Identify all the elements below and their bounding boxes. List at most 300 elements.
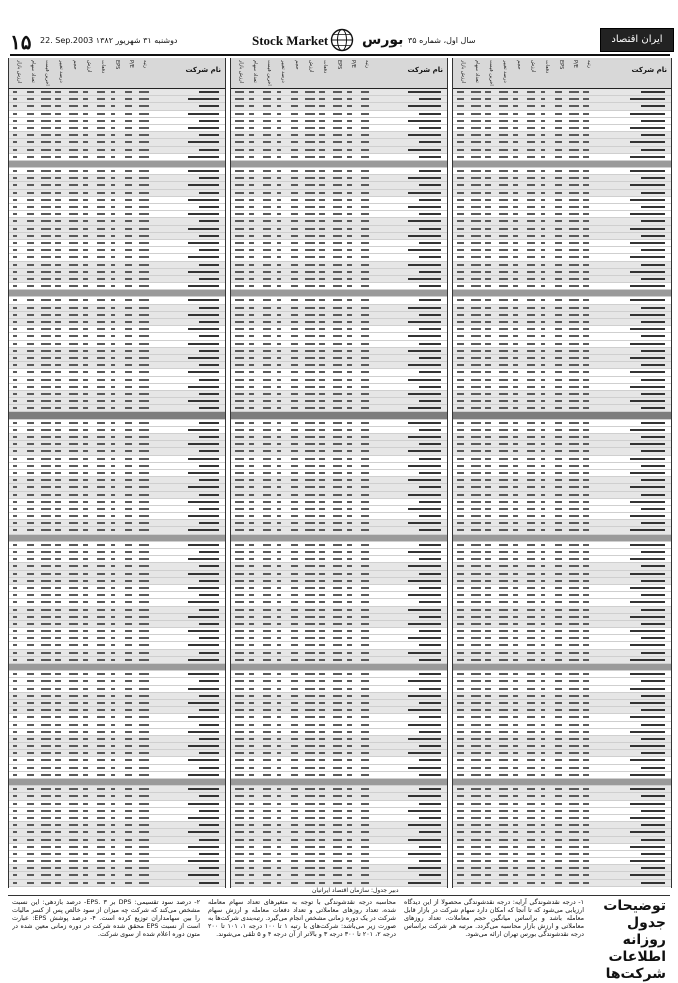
table-row <box>9 319 225 326</box>
table-row <box>453 384 671 391</box>
column-header: آخرین قیمت <box>488 60 494 86</box>
table-row <box>453 204 671 211</box>
column-header: تعداد سهام <box>474 60 480 83</box>
table-row <box>9 470 225 477</box>
table-row <box>453 693 671 700</box>
table-row <box>231 872 447 879</box>
table-row <box>9 211 225 218</box>
table-row <box>9 312 225 319</box>
table-row <box>9 880 225 887</box>
table-row <box>9 858 225 865</box>
table-row <box>453 851 671 858</box>
table-row <box>453 240 671 247</box>
table-row <box>231 635 447 642</box>
table-row <box>231 326 447 333</box>
table-row <box>231 837 447 844</box>
table-row <box>453 585 671 592</box>
table-row <box>231 254 447 261</box>
company-name-header: نام شرکت <box>185 66 221 74</box>
table-row <box>231 111 447 118</box>
table-row <box>9 161 225 168</box>
table-row <box>231 808 447 815</box>
table-row <box>9 815 225 822</box>
table-row <box>231 290 447 297</box>
table-header <box>9 58 225 89</box>
table-row <box>453 599 671 606</box>
table-row <box>9 427 225 434</box>
table-row <box>9 240 225 247</box>
globe-icon <box>330 28 354 52</box>
table-row <box>231 305 447 312</box>
table-row <box>231 427 447 434</box>
table-row <box>453 161 671 168</box>
table-row <box>9 693 225 700</box>
table-row <box>231 592 447 599</box>
table-row <box>453 549 671 556</box>
table-row <box>9 420 225 427</box>
table-row <box>9 729 225 736</box>
table-row <box>231 218 447 225</box>
table-row <box>453 700 671 707</box>
table-row <box>453 671 671 678</box>
table-row <box>231 391 447 398</box>
table-row <box>231 96 447 103</box>
table-row <box>9 348 225 355</box>
table-row <box>9 743 225 750</box>
table-row <box>453 765 671 772</box>
table-row <box>231 456 447 463</box>
table-row <box>9 391 225 398</box>
column-header: P/E <box>128 60 134 68</box>
table-row <box>231 772 447 779</box>
table-row <box>231 786 447 793</box>
table-row <box>453 290 671 297</box>
table-row <box>9 757 225 764</box>
table-header <box>231 58 447 89</box>
table-row <box>453 822 671 829</box>
table-row <box>9 592 225 599</box>
column-header: رتبه <box>586 60 592 68</box>
column-header: EPS <box>558 60 564 70</box>
table-row <box>231 269 447 276</box>
table-row <box>9 369 225 376</box>
table-row <box>9 405 225 412</box>
table-row <box>453 880 671 887</box>
table-row <box>453 520 671 527</box>
table-row <box>453 635 671 642</box>
table-row <box>9 182 225 189</box>
table-row <box>453 305 671 312</box>
table-row <box>9 147 225 154</box>
table-row <box>231 240 447 247</box>
table-row <box>231 139 447 146</box>
table-row <box>9 269 225 276</box>
table-row <box>9 556 225 563</box>
column-header: درصد تغییر <box>502 60 508 83</box>
table-row <box>453 513 671 520</box>
table-row <box>231 844 447 851</box>
table-row <box>9 772 225 779</box>
table-row <box>9 607 225 614</box>
table-row <box>231 599 447 606</box>
table-row <box>453 628 671 635</box>
table-row <box>453 477 671 484</box>
table-row <box>453 865 671 872</box>
table-row <box>231 664 447 671</box>
table-row <box>9 851 225 858</box>
table-row <box>231 527 447 534</box>
table-row <box>453 297 671 304</box>
table-row <box>9 89 225 96</box>
column-header: ارزش <box>86 60 92 73</box>
section-title-persian: بورس <box>362 32 404 48</box>
table-row <box>453 535 671 542</box>
table-row <box>453 592 671 599</box>
table-row <box>9 563 225 570</box>
table-row <box>231 398 447 405</box>
table-row <box>453 750 671 757</box>
table-row <box>231 549 447 556</box>
table-row <box>453 506 671 513</box>
table-row <box>231 700 447 707</box>
table-row <box>453 197 671 204</box>
table-row <box>9 707 225 714</box>
table-row <box>231 858 447 865</box>
date-line: 22. Sep.2003 دوشنبه ۳۱ شهریور ۱۳۸۲ <box>40 36 178 45</box>
table-row <box>231 233 447 240</box>
table-row <box>9 657 225 664</box>
table-row <box>453 276 671 283</box>
table-row <box>231 484 447 491</box>
column-header: P/E <box>572 60 578 68</box>
table-row <box>9 362 225 369</box>
table-row <box>9 139 225 146</box>
company-name-header: نام شرکت <box>407 66 443 74</box>
table-row <box>9 434 225 441</box>
column-header: ارزش بازار <box>16 60 22 84</box>
column-header: ارزش بازار <box>460 60 466 84</box>
table-row <box>231 168 447 175</box>
table-row <box>453 527 671 534</box>
table-row <box>453 650 671 657</box>
table-row <box>231 362 447 369</box>
table-row <box>453 132 671 139</box>
table-row <box>231 513 447 520</box>
table-row <box>453 786 671 793</box>
table-row <box>453 499 671 506</box>
table-row <box>453 147 671 154</box>
table-row <box>453 542 671 549</box>
table-row <box>231 175 447 182</box>
note-text-1: ۱- درجه نقدشوندگی آرایه: درجه نقدشوندگی محصولا از این دیدگاه ارزیابی می‌شود که تا آنجا که امکان دارد سهام شرکت در بازار قابل معامله باشد و براساس میانگین حجم معاملات، تعداد روزهای معاملاتی و ارزش بازار محاسبه می‌گردد. مرتبه هر شرکت براساس درجه نقدشوندگی بورس تهران ارائه می‌شود. <box>404 898 584 938</box>
table-row <box>9 398 225 405</box>
table-row <box>231 865 447 872</box>
table-row <box>9 254 225 261</box>
table-row <box>231 190 447 197</box>
table-row <box>453 154 671 161</box>
table-row <box>9 190 225 197</box>
table-row <box>453 736 671 743</box>
table-row <box>453 686 671 693</box>
table-row <box>453 578 671 585</box>
table-row <box>231 420 447 427</box>
table-row <box>453 233 671 240</box>
table-row <box>9 103 225 110</box>
table-row <box>453 398 671 405</box>
table-row <box>231 204 447 211</box>
table-row <box>231 283 447 290</box>
notes-title-line: جدول روزانه <box>622 915 666 948</box>
column-header: تعداد سهام <box>252 60 258 83</box>
table-row <box>9 628 225 635</box>
table-row <box>453 434 671 441</box>
table-row <box>231 197 447 204</box>
table-row <box>9 168 225 175</box>
table-row <box>9 700 225 707</box>
table-row <box>231 477 447 484</box>
table-row <box>231 829 447 836</box>
table-row <box>453 664 671 671</box>
table-row <box>231 499 447 506</box>
table-row <box>9 513 225 520</box>
table-row <box>453 801 671 808</box>
column-header: آخرین قیمت <box>44 60 50 86</box>
table-row <box>231 801 447 808</box>
table-row <box>231 161 447 168</box>
table-row <box>9 118 225 125</box>
table-row <box>9 887 225 888</box>
table-row <box>9 290 225 297</box>
table-row <box>231 585 447 592</box>
table-row <box>231 765 447 772</box>
column-header: حجم <box>72 60 78 70</box>
table-row <box>231 369 447 376</box>
table-row <box>231 880 447 887</box>
table-row <box>231 470 447 477</box>
table-row <box>231 341 447 348</box>
table-row <box>231 793 447 800</box>
table-row <box>453 211 671 218</box>
table-row <box>231 355 447 362</box>
table-row <box>9 750 225 757</box>
table-row <box>9 837 225 844</box>
table-row <box>231 815 447 822</box>
table-row <box>9 132 225 139</box>
table-row <box>9 614 225 621</box>
table-row <box>453 118 671 125</box>
table-row <box>9 96 225 103</box>
table-row <box>453 657 671 664</box>
column-header: تعداد سهام <box>30 60 36 83</box>
table-row <box>453 456 671 463</box>
table-row <box>231 463 447 470</box>
table-row <box>9 226 225 233</box>
table-row <box>9 786 225 793</box>
table-row <box>231 614 447 621</box>
table-row <box>453 743 671 750</box>
table-row <box>453 815 671 822</box>
table-row <box>231 147 447 154</box>
table-row <box>453 175 671 182</box>
table-row <box>453 729 671 736</box>
table-row <box>9 578 225 585</box>
table-row <box>231 607 447 614</box>
table-row <box>9 793 225 800</box>
table-row <box>453 556 671 563</box>
table-row <box>231 448 447 455</box>
table-row <box>453 772 671 779</box>
table-row <box>9 844 225 851</box>
table-row <box>453 420 671 427</box>
table-row <box>9 333 225 340</box>
table-row <box>453 362 671 369</box>
table-row <box>453 262 671 269</box>
table-row <box>9 635 225 642</box>
table-row <box>9 111 225 118</box>
table-row <box>231 333 447 340</box>
table-row <box>9 686 225 693</box>
table-row <box>231 247 447 254</box>
column-header: دفعات <box>322 60 328 74</box>
table-row <box>231 226 447 233</box>
table-row <box>9 262 225 269</box>
table-row <box>9 535 225 542</box>
page-number: ۱۵ <box>10 30 32 54</box>
table-row <box>9 642 225 649</box>
company-name-header: نام شرکت <box>631 66 667 74</box>
column-header: حجم <box>294 60 300 70</box>
table-row <box>9 441 225 448</box>
table-row <box>453 348 671 355</box>
table-row <box>9 297 225 304</box>
section-title-english: Stock Market <box>252 33 329 48</box>
column-header: دفعات <box>544 60 550 74</box>
table-row <box>9 664 225 671</box>
table-row <box>9 305 225 312</box>
table-row <box>453 872 671 879</box>
table-row <box>453 333 671 340</box>
table-row <box>453 607 671 614</box>
table-row <box>231 714 447 721</box>
table-row <box>453 470 671 477</box>
column-header: آخرین قیمت <box>266 60 272 86</box>
table-row <box>9 477 225 484</box>
table-row <box>9 736 225 743</box>
table-row <box>231 348 447 355</box>
table-row <box>231 492 447 499</box>
table-row <box>231 657 447 664</box>
table-row <box>9 621 225 628</box>
table-row <box>231 297 447 304</box>
table-row <box>453 714 671 721</box>
table-row <box>453 829 671 836</box>
table-row <box>231 535 447 542</box>
column-header: ارزش بازار <box>238 60 244 84</box>
column-header: EPS <box>336 60 342 70</box>
table-row <box>9 377 225 384</box>
table-row <box>231 319 447 326</box>
table-row <box>9 599 225 606</box>
table-row <box>231 211 447 218</box>
column-header: EPS <box>114 60 120 70</box>
table-row <box>453 793 671 800</box>
table-row <box>231 851 447 858</box>
table-row <box>231 182 447 189</box>
table-row <box>9 484 225 491</box>
table-row <box>453 678 671 685</box>
table-row <box>453 182 671 189</box>
table-row <box>453 125 671 132</box>
notes-title <box>590 898 666 983</box>
table-row <box>231 377 447 384</box>
table-row <box>231 520 447 527</box>
notes-title-line: اطلاعات شرکت‌ها <box>605 949 666 982</box>
table-row <box>231 736 447 743</box>
stock-tables <box>8 58 670 888</box>
table-row <box>453 254 671 261</box>
table-row <box>9 326 225 333</box>
table-row <box>453 326 671 333</box>
table-row <box>453 441 671 448</box>
table-row <box>9 650 225 657</box>
table-row <box>453 779 671 786</box>
table-row <box>231 743 447 750</box>
table-row <box>9 492 225 499</box>
table-row <box>9 765 225 772</box>
note-text-2: محاسبه درجه نقدشوندگی با توجه به متغیرهای تعداد سهام معامله شده، تعداد روزهای معاملاتی و تعداد دفعات معامله و ارزش سهام شرکت در یک دوره زمانی مشخص انجام می‌گیرد. رتبه‌بندی شرکت‌ها به صورت زیر می‌باشد: شرکت‌های با رتبه ۱ تا ۱۰۰ درجه ۱، ۱۰۱ تا ۲۰۰ درجه ۲، ۲۰۱ تا ۳۰۰ درجه ۳ و بالاتر از آن درجه ۴ و ۵ تلقی می‌شوند. <box>208 898 396 938</box>
table-row <box>453 111 671 118</box>
table-row <box>453 369 671 376</box>
table-row <box>9 448 225 455</box>
table-row <box>231 434 447 441</box>
table-row <box>231 621 447 628</box>
table-row <box>453 89 671 96</box>
table-row <box>453 218 671 225</box>
table-row <box>453 226 671 233</box>
table-row <box>9 808 225 815</box>
table-row <box>9 175 225 182</box>
table-row <box>231 678 447 685</box>
column-header: ارزش <box>308 60 314 73</box>
column-header: P/E <box>350 60 356 68</box>
table-row <box>9 542 225 549</box>
table-row <box>9 247 225 254</box>
table-row <box>231 556 447 563</box>
table-row <box>231 571 447 578</box>
table-row <box>9 412 225 419</box>
table-row <box>453 887 671 888</box>
table-row <box>453 614 671 621</box>
table-row <box>9 527 225 534</box>
table-row <box>9 218 225 225</box>
table-row <box>453 247 671 254</box>
table-row <box>9 571 225 578</box>
table-row <box>453 484 671 491</box>
table-row <box>231 103 447 110</box>
table-row <box>9 872 225 879</box>
table-row <box>231 729 447 736</box>
table-row <box>453 492 671 499</box>
table-row <box>231 506 447 513</box>
notes-title-line: توضیحات <box>603 898 666 914</box>
table-row <box>453 341 671 348</box>
table-row <box>9 355 225 362</box>
table-row <box>9 714 225 721</box>
table-row <box>9 499 225 506</box>
table-row <box>231 384 447 391</box>
table-row <box>453 722 671 729</box>
table-row <box>453 190 671 197</box>
